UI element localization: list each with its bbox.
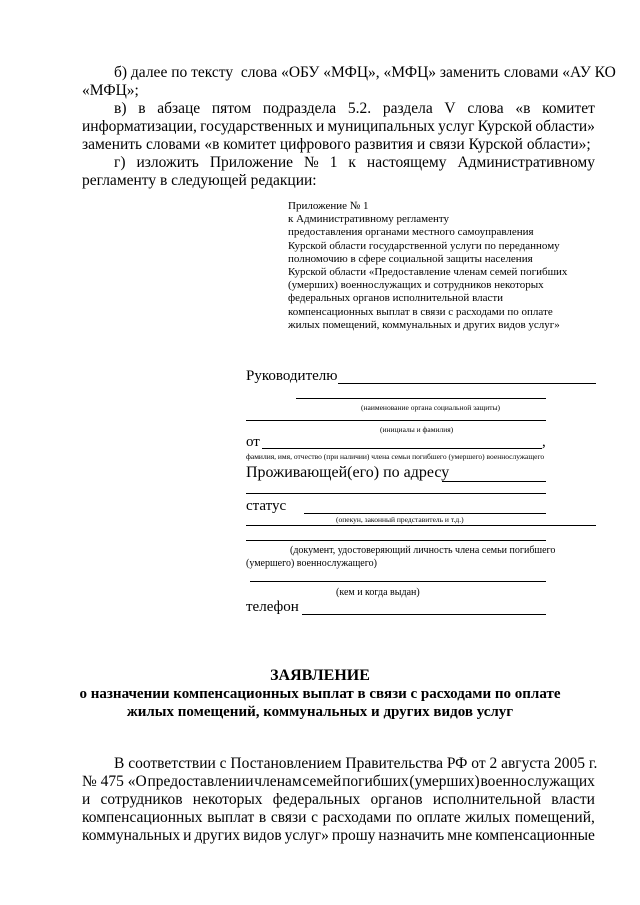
body-line-5 <box>82 826 595 845</box>
word: расходами <box>322 809 392 826</box>
word: и <box>82 791 91 808</box>
word: к <box>348 154 356 171</box>
head-organ-caption: (наименование органа социальной защиты) <box>361 403 501 412</box>
word: погибших <box>342 773 409 790</box>
word: V <box>444 100 456 117</box>
body-line-4 <box>82 808 595 827</box>
amendment-v-line-1 <box>114 99 595 118</box>
word: мне <box>447 827 473 844</box>
word: сотрудников <box>100 791 183 808</box>
word: федеральных <box>272 791 361 808</box>
amendment-b-line-1 <box>114 63 616 82</box>
appendix-line: (умерших) военнослужащих и сотрудников некоторых <box>288 279 544 292</box>
amendment-v-line-3: заменить словами «в комитет цифрового развития и связи Курской области»; <box>82 136 591 153</box>
word: в <box>138 100 146 117</box>
appendix-block <box>288 200 567 332</box>
body-text: В соответствии с Постановлением Правительства РФ от 2 августа 2005 г. <box>114 755 598 772</box>
word: настоящему <box>366 154 447 171</box>
head-label: Руководителю <box>246 368 338 384</box>
word: в) <box>114 100 127 117</box>
appendix-line: Приложение № 1 <box>288 200 369 212</box>
word: власти <box>551 791 595 808</box>
from-label: от <box>246 434 260 450</box>
word: оплате <box>416 809 461 826</box>
word: прошу <box>331 827 376 844</box>
word: с <box>311 809 318 826</box>
amendment-g-line-2: регламенту в следующей редакции: <box>82 172 317 189</box>
issued-caption: (кем и когда выдан) <box>336 587 420 598</box>
word: коммунальных <box>82 827 181 844</box>
word: компенсационные <box>475 827 595 844</box>
word: выплат <box>207 809 255 826</box>
statement-subtitle-1: о назначении компенсационных выплат в связи с расходами по оплате <box>79 686 561 702</box>
amendment-v-line-2 <box>82 117 595 136</box>
appendix-line: компенсационных выплат в связи с расходами по оплате <box>288 305 553 318</box>
word: «в <box>515 100 531 117</box>
from-field-line[interactable] <box>262 448 542 449</box>
appendix-line: жилых помещений, коммунальных и других видов услуг» <box>288 318 560 331</box>
body-line-1 <box>114 754 597 773</box>
word: муниципальных <box>327 118 435 135</box>
word: г) <box>114 154 126 171</box>
word: связи <box>270 809 307 826</box>
word: (умерших) <box>409 773 480 790</box>
status-field-line[interactable] <box>304 513 546 514</box>
word: услуг <box>438 118 475 135</box>
amendment-text: слова «ОБУ «МФЦ», «МФЦ» заменить словами «АУ КО <box>240 64 616 81</box>
address-field-line-2[interactable] <box>246 493 546 494</box>
word: подраздела <box>262 100 337 117</box>
amendment-g-line-1 <box>114 153 595 172</box>
initials-caption: (инициалы и фамилия) <box>380 425 454 434</box>
word: Курской <box>477 118 533 135</box>
document-caption-2: (умершего) военнослужащего) <box>246 558 377 569</box>
word: абзаце <box>157 100 201 117</box>
document-caption-1: (документ, удостоверяющий личность члена семьи погибшего <box>290 545 556 556</box>
word: услуг» <box>284 827 329 844</box>
statement-subtitle-2: жилых помещений, коммунальных и других видов услуг <box>126 704 514 720</box>
amendment-text: б) далее по тексту <box>114 64 234 81</box>
word: по <box>395 809 413 826</box>
word: пятом <box>211 100 252 117</box>
word: некоторых <box>192 791 263 808</box>
status-caption: (опекун, законный представитель и т.д.) <box>336 515 464 524</box>
appendix-line: к Административному регламенту <box>288 213 450 226</box>
document-field-line[interactable] <box>246 540 546 541</box>
statement-title: ЗАЯВЛЕНИЕ <box>270 667 370 684</box>
address-field-line[interactable] <box>442 481 546 482</box>
head-organ-line[interactable] <box>296 398 546 399</box>
word: органов <box>370 791 423 808</box>
issued-field-line[interactable] <box>250 581 546 582</box>
word: семей <box>302 773 342 790</box>
appendix-line: федеральных органов исполнительной власти <box>288 292 504 305</box>
status-field-line-2[interactable] <box>246 525 596 526</box>
appendix-line: предоставления органами местного самоуправления <box>288 226 534 239</box>
word: предоставлении <box>147 773 254 790</box>
word: Приложение <box>209 154 294 171</box>
appendix-line: Курской области государственной услуги по переданному <box>288 239 560 252</box>
amendment-b-line-2: «МФЦ»; <box>82 82 139 99</box>
phone-label: телефон <box>246 599 299 615</box>
word: компенсационных <box>82 809 203 826</box>
body-line-2 <box>82 772 595 791</box>
word: Административному <box>457 154 595 171</box>
word: и <box>315 118 325 135</box>
word: членам <box>254 773 302 790</box>
word: слова <box>467 100 504 117</box>
word: других <box>194 827 241 844</box>
head-field-line[interactable] <box>338 383 596 384</box>
word: комитет <box>542 100 595 117</box>
word: области» <box>535 118 595 135</box>
initials-line[interactable] <box>246 420 546 421</box>
from-comma: , <box>542 434 546 450</box>
appendix-line: Курской области «Предоставление членам семей погибших <box>288 266 568 279</box>
word: видов <box>243 827 282 844</box>
word: информатизации, <box>82 118 197 135</box>
phone-field-line[interactable] <box>302 614 546 615</box>
word: жилых <box>465 809 511 826</box>
word: изложить <box>136 154 199 171</box>
word: помещений, <box>514 809 595 826</box>
appendix-line: полномочию в сфере социальной защиты населения <box>288 252 533 265</box>
word: № <box>303 154 319 171</box>
word: 1 <box>329 154 338 171</box>
word: и <box>183 827 192 844</box>
word: государственных <box>200 118 313 135</box>
word: исполнительной <box>432 791 542 808</box>
word: раздела <box>382 100 433 117</box>
address-label: Проживающей(его) по адресу <box>246 464 450 481</box>
word: в <box>258 809 267 826</box>
from-caption: фамилия, имя, отчество (при наличии) члена семьи погибшего (умершего) военнослужащего <box>246 452 545 461</box>
word: военнослужащих <box>480 773 595 790</box>
body-line-3 <box>82 790 595 809</box>
word: назначить <box>378 827 445 844</box>
word: 5.2. <box>347 100 372 117</box>
status-label: статус <box>246 498 287 514</box>
word: № 475 «О <box>82 773 147 790</box>
